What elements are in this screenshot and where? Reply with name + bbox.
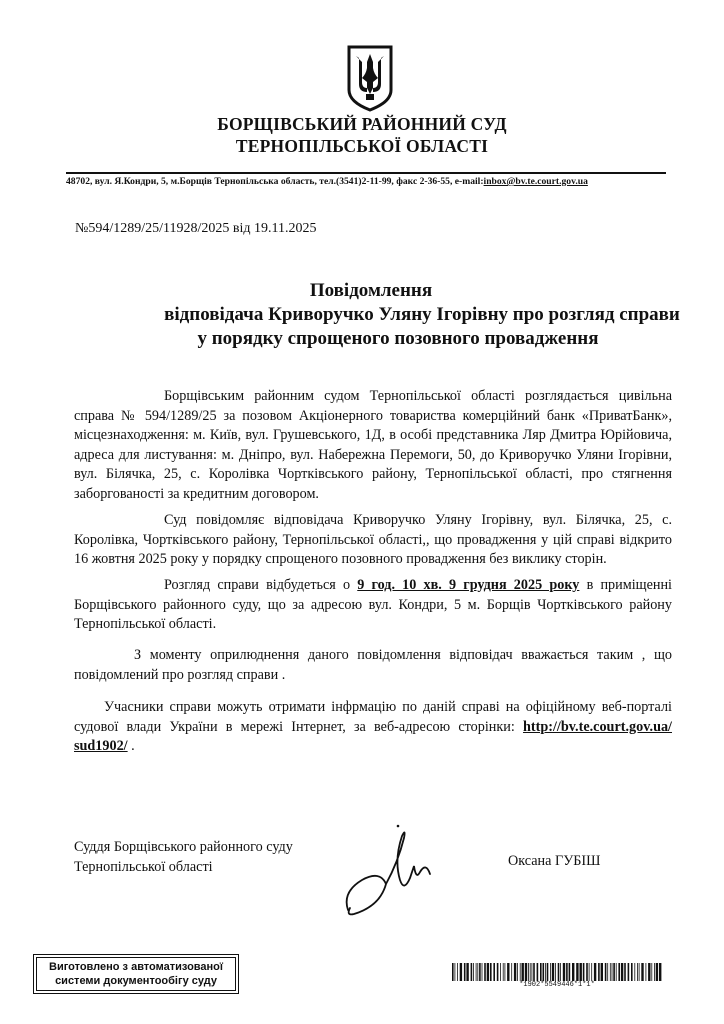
barcode-bar [537,963,539,981]
barcode-bar [487,963,489,981]
judge-title [74,838,293,877]
notice-title: Повідомлення [309,280,433,301]
barcode-bar [618,963,620,981]
barcode-bar [631,963,633,981]
court-website-link[interactable]: http://bv.te.court.gov.ua/ sud1902/ [74,718,672,755]
barcode-bar [563,963,565,981]
barcode-bar [528,963,529,981]
barcode-bar [583,963,585,981]
barcode-bar [452,963,454,981]
barcode-bar [628,963,630,981]
barcode-bar [473,963,474,981]
barcode-bar [482,963,483,981]
barcode-bar [503,963,504,981]
barcode-bar [586,963,588,981]
barcode-bar [610,963,611,981]
barcode-bar [522,963,524,981]
barcode-bar [651,963,652,981]
barcode-bar [612,963,613,981]
barcode-bar [457,963,458,981]
case-info-paragraph [74,698,672,757]
hearing-datetime: 9 год. 10 хв. 9 грудня 2025 року [357,577,580,593]
barcode-bar [525,963,527,981]
barcode-bar [594,963,596,981]
document-reference: №594/1289/25/11928/2025 від 19.11.2025 [75,221,317,236]
court-name-line1: БОРЩІВСЬКИЙ РАЙОННИЙ СУД [217,114,507,134]
barcode-bar [572,963,574,981]
barcode-bar [490,963,492,981]
barcode-bar [530,963,531,981]
judge-name: Оксана ГУБІШ [508,853,601,869]
barcode-bar [505,963,506,981]
publication-notice-paragraph: З моменту оприлюднення даного повідомлення відповідач вважається таким , що повідомлений про розгляд справи . [74,647,672,683]
barcode-bar [659,963,661,981]
address-text: 48702, вул. Я.Кондри, 5, м.Борщів Тернопільська область, тел.(3541)2-11-99, факс 2-36-55, e-mail: [66,176,484,187]
barcode-bar [634,963,635,981]
stamp-line1: Виготовлено з автоматизованої [49,961,223,973]
barcode-bar [648,963,650,981]
barcode-bar [607,963,608,981]
automated-system-stamp [33,954,239,994]
barcode-bar [547,963,549,981]
barcode-bar [621,963,623,981]
barcode-bar [511,963,512,981]
barcode-bar [639,963,640,981]
case-description-paragraph: Борщівським районним судом Тернопільської області розглядається цивільна справа № 594/1289/25 за позовом Акціонерного товариства комерційний банк «ПриватБанк», місцезнаходження: м. Київ, вул. Грушевського, 1Д, в особі представника Ляр Дмитра Юрійовича, адреса для листування: м. Дніпро, вул. Набережна Перемоги, 50, до Криворучко Уляни Ігорівни, вул. Білячка, 25, с. Королівка Чортківського району, Тернопільської області, про стягнення заборгованості за кредитним договором. [74,388,672,502]
barcode-bar [591,963,592,981]
tryzub-coat-of-arms-icon [346,44,394,112]
barcode-bar [484,963,486,981]
barcode-bar [466,963,468,981]
barcode-bar [479,963,481,981]
barcode-bar [540,963,542,981]
barcode-bar [543,963,545,981]
barcode-bar [589,963,590,981]
header-divider [66,172,666,174]
barcode-bar [471,963,473,981]
barcode-bar [641,963,643,981]
court-address [66,176,666,187]
barcode-bar [580,963,582,981]
barcode-bar [455,963,456,981]
barcode-bar [550,963,551,981]
barcode-bar [555,963,556,981]
case-info-text: Учасники справи можуть отримати інфрмацію по даній справі на офіційному веб-порталі судової влади України в мережі Інтернет, за веб-адресою сторінки: [74,699,672,735]
barcode-bar [477,963,478,981]
barcode-bar [646,963,647,981]
barcode-bar [576,963,578,981]
barcode-bar [476,963,477,981]
barcode-bar [514,963,516,981]
barcode-bar [500,963,501,981]
barcode-bar [552,963,554,981]
hearing-intro: Розгляд справи відбудеться о [164,577,358,593]
document-barcode [452,963,662,981]
barcode-bar [616,963,617,981]
barcode-bar [598,963,600,981]
barcode-bar [545,963,546,981]
stamp-line2: системи документообігу суду [55,975,217,987]
barcode-bar [613,963,615,981]
hearing-location: в приміщенні Борщівського районного суду, що за адресою вул. Кондри, 5 м. Борщів Чортківського району Тернопільської області. [74,577,672,633]
barcode-bar [464,963,466,981]
proceedings-notice-paragraph: Суд повідомляє відповідача Криворучко Уляну Ігорівну, вул. Білячка, 25, с. Королівка, Чортківського району, Тернопільської області,, що провадження у цій справі відкрито 16 жовтня 2025 року у порядку спрощеного позовного провадження без виклику сторін. [74,512,672,568]
barcode-bar [569,963,571,981]
barcode-bar [520,963,521,981]
barcode-bar [624,963,626,981]
barcode-bar [497,963,499,981]
barcode-bar [533,963,535,981]
court-email[interactable]: inbox@bv.te.court.gov.ua [483,176,588,187]
barcode-bar [560,963,561,981]
notice-subtitle-line1: відповідача Криворучко Уляну Ігорівну про розгляд справи [164,304,680,325]
barcode-bar [637,963,638,981]
court-name-line2: ТЕРНОПІЛЬСЬКОЇ ОБЛАСТІ [235,136,489,156]
judge-title-line1: Суддя Борщівського районного суду [74,839,293,855]
case-info-end: . [127,738,135,755]
barcode-bar [532,963,533,981]
barcode-bar [654,963,655,981]
barcode-bar [601,963,603,981]
handwritten-signature [340,822,460,922]
hearing-schedule-paragraph [74,576,672,635]
barcode-bar [507,963,509,981]
barcode-bar [566,963,568,981]
barcode-bar [605,963,607,981]
notice-subtitle-line2: у порядку спрощеного позовного провадження [197,328,599,349]
barcode-bar [656,963,658,981]
barcode-text: *1902*5549446*1*1* [519,981,595,989]
barcode-bar [558,963,560,981]
barcode-bar [493,963,495,981]
barcode-bar [517,963,518,981]
barcode-bar [460,963,462,981]
judge-title-line2: Тернопільської області [74,858,213,875]
